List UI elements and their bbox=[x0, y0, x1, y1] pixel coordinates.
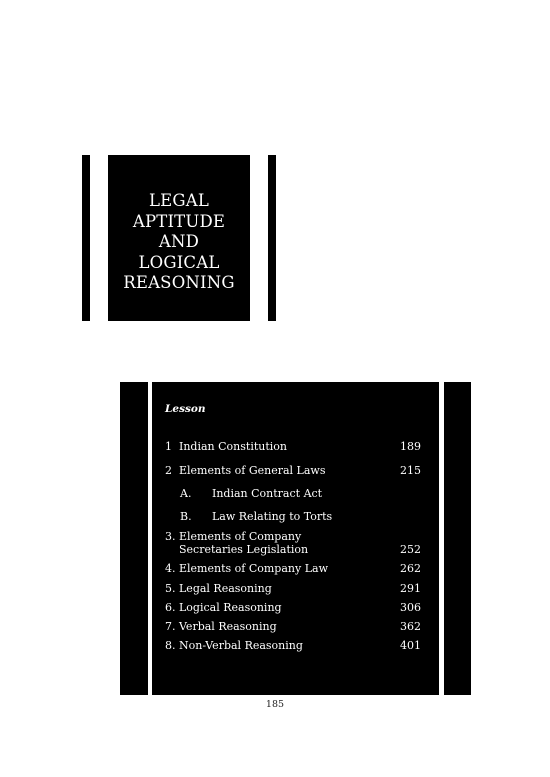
item-number: 3. bbox=[165, 530, 176, 543]
lesson-heading: Lesson bbox=[165, 403, 206, 415]
item-number: 4. bbox=[165, 562, 176, 575]
subitem-title: Indian Contract Act bbox=[212, 487, 323, 500]
page-number: 185 bbox=[265, 699, 285, 710]
item-title: Non-Verbal Reasoning bbox=[179, 639, 303, 652]
right-decorative-bar bbox=[268, 155, 276, 321]
item-title: Elements of Company Law bbox=[179, 562, 328, 575]
item-title: Legal Reasoning bbox=[179, 582, 272, 595]
item-number: 8. bbox=[165, 639, 176, 652]
item-number: 5. bbox=[165, 582, 176, 595]
title-line: LOGICAL bbox=[138, 252, 220, 272]
item-page: 362 bbox=[400, 620, 421, 633]
item-title: Verbal Reasoning bbox=[179, 620, 277, 633]
title-line: AND bbox=[158, 232, 200, 251]
title-line: APTITUDE bbox=[132, 211, 226, 231]
subitem-title: Law Relating to Torts bbox=[212, 510, 333, 523]
item-page: 189 bbox=[400, 440, 421, 453]
subitem-letter: B. bbox=[180, 510, 192, 523]
section-title bbox=[108, 191, 250, 294]
contents-right-bar bbox=[444, 382, 471, 695]
item-page: 291 bbox=[400, 582, 421, 595]
item-title: Elements of General Laws bbox=[179, 464, 326, 477]
item-page: 306 bbox=[400, 601, 421, 614]
title-line: REASONING bbox=[123, 273, 235, 292]
item-number: 1 bbox=[165, 440, 172, 453]
contents-box bbox=[152, 382, 439, 695]
item-title: Indian Constitution bbox=[179, 440, 287, 453]
item-page: 215 bbox=[400, 464, 421, 477]
section-title-box bbox=[108, 155, 250, 321]
contents-left-bar bbox=[120, 382, 148, 695]
subitem-letter: A. bbox=[180, 487, 192, 500]
item-title: Logical Reasoning bbox=[179, 601, 282, 614]
item-number: 7. bbox=[165, 620, 176, 633]
title-line: LEGAL bbox=[148, 191, 210, 210]
item-number: 2 bbox=[165, 464, 172, 477]
item-number: 6. bbox=[165, 601, 176, 614]
item-page: 252 bbox=[400, 543, 421, 556]
left-decorative-bar bbox=[82, 155, 90, 321]
item-page: 262 bbox=[400, 562, 421, 575]
item-title-line2: Secretaries Legislation bbox=[179, 543, 309, 556]
item-page: 401 bbox=[400, 639, 421, 652]
item-title: Elements of Company bbox=[179, 530, 302, 543]
